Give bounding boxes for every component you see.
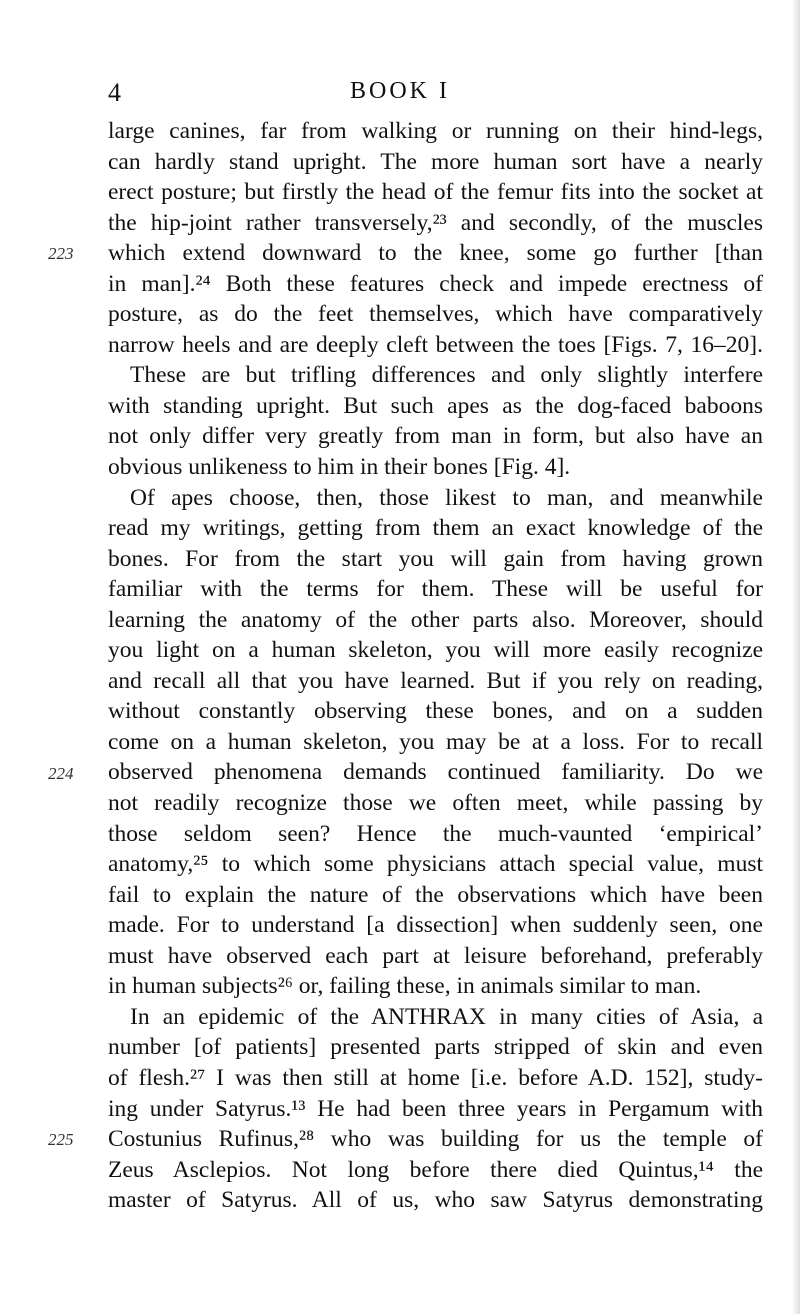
text-line: read my writings, getting from them an exact knowledge of the [108, 515, 763, 542]
margin-line-number: 224 [48, 763, 74, 783]
text-line: Zeus Asclepios. Not long before there died Quintus,¹⁴ the [108, 1156, 763, 1183]
body-text [108, 116, 763, 1216]
text-line: not only differ very greatly from man in form, but also have an [108, 423, 763, 450]
text-line: number [of patients] presented parts stripped of skin and even [108, 1034, 763, 1061]
text-line: those seldom seen? Hence the much-vaunted ‘empirical’ [108, 820, 763, 847]
text-line: erect posture; but firstly the head of the femur fits into the socket at [108, 179, 763, 206]
text-line: In an epidemic of the ANTHRAX in many cities of Asia, a [130, 1003, 763, 1030]
text-line: Of apes choose, then, those likest to man, and meanwhile [130, 484, 763, 511]
text-line: with standing upright. But such apes as the dog-faced baboons [108, 392, 763, 419]
text-line: which extend downward to the knee, some go further [than [108, 240, 763, 267]
text-line: Costunius Rufinus,²⁸ who was building for us the temple of [108, 1126, 763, 1153]
text-line: you light on a human skeleton, you will more easily recognize [108, 637, 763, 664]
text-line: observed phenomena demands continued familiarity. Do we [108, 759, 763, 786]
text-line: posture, as do the feet themselves, which have comparatively [108, 301, 763, 328]
running-head: BOOK I [350, 78, 450, 104]
text-line: ing under Satyrus.¹³ He had been three years in Pergamum with [108, 1095, 763, 1122]
text-line: fail to explain the nature of the observations which have been [108, 881, 763, 908]
page-number: 4 [108, 78, 121, 107]
page-edge-shadow [792, 0, 800, 1314]
text-line: large canines, far from walking or running on their hind-legs, [108, 118, 763, 144]
text-line: obvious unlikeness to him in their bones [Fig. 4]. [108, 454, 571, 481]
text-line: must have observed each part at leisure beforehand, preferably [108, 942, 763, 969]
text-line: made. For to understand [a dissection] when suddenly seen, one [108, 912, 763, 939]
text-line: learning the anatomy of the other parts also. Moreover, should [108, 606, 763, 633]
text-line: without constantly observing these bones, and on a sudden [108, 698, 763, 725]
text-line: These are but trifling differences and only slightly interfere [130, 362, 763, 389]
text-line: in man].²⁴ Both these features check and impede erectness of [108, 270, 763, 297]
text-line: bones. For from the start you will gain from having grown [108, 545, 763, 572]
margin-line-number: 223 [48, 244, 74, 264]
text-line: anatomy,²⁵ to which some physicians attach special value, must [108, 851, 763, 878]
text-line: not readily recognize those we often meet, while passing by [108, 790, 763, 817]
text-line: of flesh.²⁷ I was then still at home [i.e. before A.D. 152], study- [108, 1064, 763, 1091]
text-line: narrow heels and are deeply cleft between the toes [Figs. 7, 16–20]. [108, 331, 763, 358]
text-line: familiar with the terms for them. These will be useful for [108, 576, 763, 603]
text-line: come on a human skeleton, you may be at a loss. For to recall [108, 728, 763, 755]
text-line: master of Satyrus. All of us, who saw Satyrus demonstrating [108, 1187, 763, 1214]
margin-line-number: 225 [48, 1130, 74, 1150]
text-line: can hardly stand upright. The more human sort have a nearly [108, 148, 763, 175]
text-line: and recall all that you have learned. But if you rely on reading, [108, 667, 763, 694]
text-line: the hip-joint rather transversely,²³ and secondly, of the muscles [108, 209, 763, 236]
text-line: in human subjects²⁶ or, failing these, in animals similar to man. [108, 973, 702, 1000]
